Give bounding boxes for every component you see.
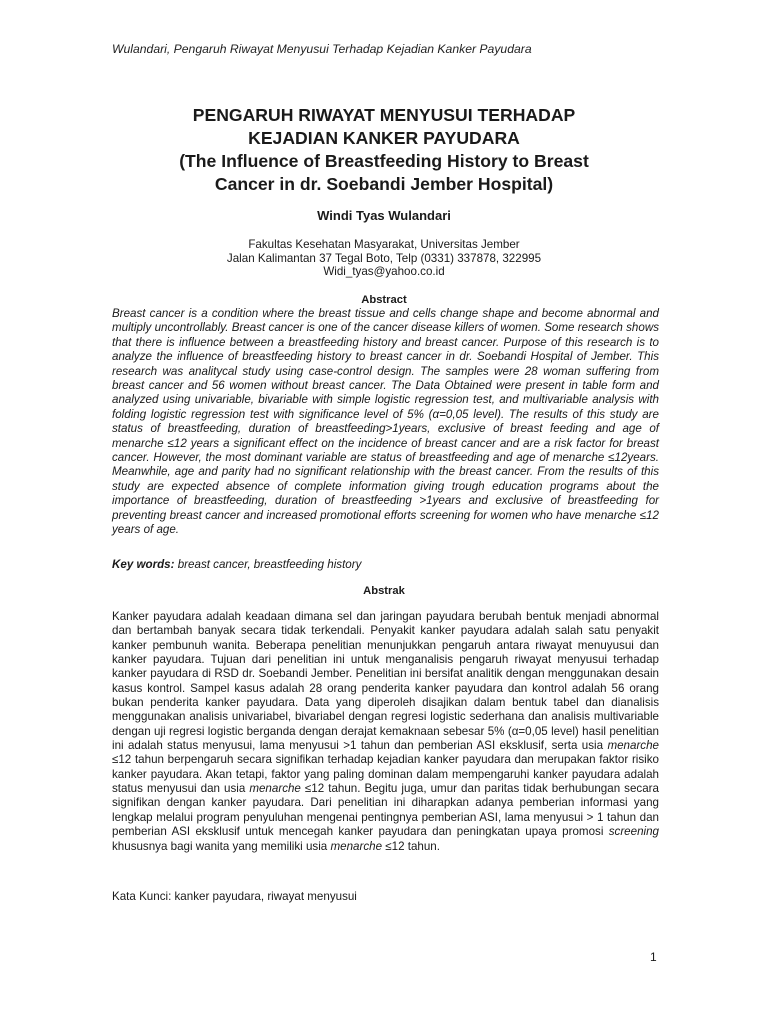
keywords-label: Key words: [112,558,175,571]
page-number: 1 [650,950,657,964]
abstrak-term-italic: menarche [330,839,383,853]
keywords-value: breast cancer, breastfeeding history [177,558,362,571]
title-line: PENGARUH RIWAYAT MENYUSUI TERHADAP [192,105,576,125]
title-line: KEJADIAN KANKER PAYUDARA [248,128,520,148]
running-header: Wulandari, Pengaruh Riwayat Menyusui Terhadap Kejadian Kanker Payudara [112,42,532,56]
title-line: (The Influence of Breastfeeding History to Breast [179,151,589,171]
abstrak-text: ≤12 tahun. [382,839,440,853]
paper-title [92,104,676,196]
abstrak-text: Kanker payudara adalah keadaan dimana sel dan jaringan payudara berubah bentuk menjadi abnormal dan bertambah banyak secara tidak terkendali. Penyakit kanker payudara adalah salah satu penyakit kanker pembunuh wanita. Beberapa penelitian menunjukkan pengaruh antara riwayat menuyusui dan kanker payudara. Tujuan dari penelitian ini untuk menganalisis pengaruh riwayat menyusui terhadap kanker payudara di RSD dr. Soebandi Jember. Penelitian ini bersifat analitik dengan menggunakan desain kasus kontrol. Sampel kasus adalah 28 orang penderita kanker payudara dan kontrol adalah 56 orang bukan penderita kanker payudara. Data yang diperoleh disajikan dalam bentuk tabel dan dianalisis menggunakan analisis univariabel, bivariabel dengan regresi logistic sederhana dan analisis multivariable dengan uji regresi logistic berganda dengan derajat kemaknaan sebesar 5% (α=0,05 level) hasil penelitian ini adalah status menyusui, lama menyusui >1 tahun dan pemberian ASI eksklusif, serta usia [112,610,659,753]
affiliation-faculty: Fakultas Kesehatan Masyarakat, Universitas Jember [248,238,520,251]
affiliation-email: Widi_tyas@yahoo.co.id [323,265,445,278]
title-line: Cancer in dr. Soebandi Jember Hospital) [214,174,554,194]
abstrak-term-italic: screening [608,825,659,839]
abstrak-text: ≤12 tahun berpengaruh secara signifikan terhadap kejadian kanker payudara dan merupakan faktor risiko kanker payudara. Akan tetapi, faktor yang paling dominan dalam mempengaruhi kanker payudara adalah status menyusui dan usia [112,753,659,796]
abstrak-text: ≤12 tahun. Begitu juga, umur dan paritas tidak berhubungan secara signifikan dengan kanker payudara. Dari penelitian ini diharapkan adanya pemberian informasi yang lengkap melalui program penyuluhan mengenai pentingnya pemberian ASI, lama menyusui > 1 tahun dan pemberian ASI eksklusif untuk mencegah kanker payudara dan peningkatan upaya promosi [112,782,659,839]
abstrak-term-italic: menarche [607,739,659,753]
abstrak-term-italic: menarche [249,782,301,796]
abstrak-text: khususnya bagi wanita yang memiliki usia [112,839,331,853]
affiliation-address: Jalan Kalimantan 37 Tegal Boto, Telp (0331) 337878, 322995 [226,251,542,265]
author-name: Windi Tyas Wulandari [317,208,451,223]
keywords [112,558,361,571]
abstrak-heading: Abstrak [363,585,405,597]
kata-kunci: Kata Kunci: kanker payudara, riwayat menyusui [112,890,357,903]
abstract-heading: Abstract [361,294,407,306]
abstract-indonesian-body [112,610,659,854]
abstract-english-body: Breast cancer is a condition where the breast tissue and cells change shape and become abnormal and multiply uncontrollably. Breast cancer is one of the cancer disease killers of women. Some research shows that there is influence between a breastfeeding history and breast cancer. Purpose of this research is to analyze the influence of breastfeeding history to breast cancer in dr. Soebandi Hospital of Jember. This research was analitycal study using case-control design. The samples were 28 woman suffering from breast cancer and 56 women without breast cancer. The Data Obtained were present in table form and analyzed using univariable, bivariable with simple logistic regression test, and multivariable analysis with folding logistic regression test with significance level of 5% (α=0,05 level). The results of this study are status of breastfeeding, duration of breastfeeding>1years, exclusive of breast feeding and age of menarche ≤12 years a significant effect on the incidence of breast cancer and are a risk factor for breast cancer. However, the most dominant variable are status of breastfeeding and age of menarche ≤12years. Meanwhile, age and parity had no significant relationship with the breast cancer. From the results of this study are expected absence of complete information giving trough education programs about the importance of breastfeeding, duration of breastfeeding >1years and exclusive of breastfeeding for preventing breast cancer and increased promotional efforts screening for women who have menarche ≤12 years of age. [112,307,659,537]
author-affiliation [92,238,676,279]
